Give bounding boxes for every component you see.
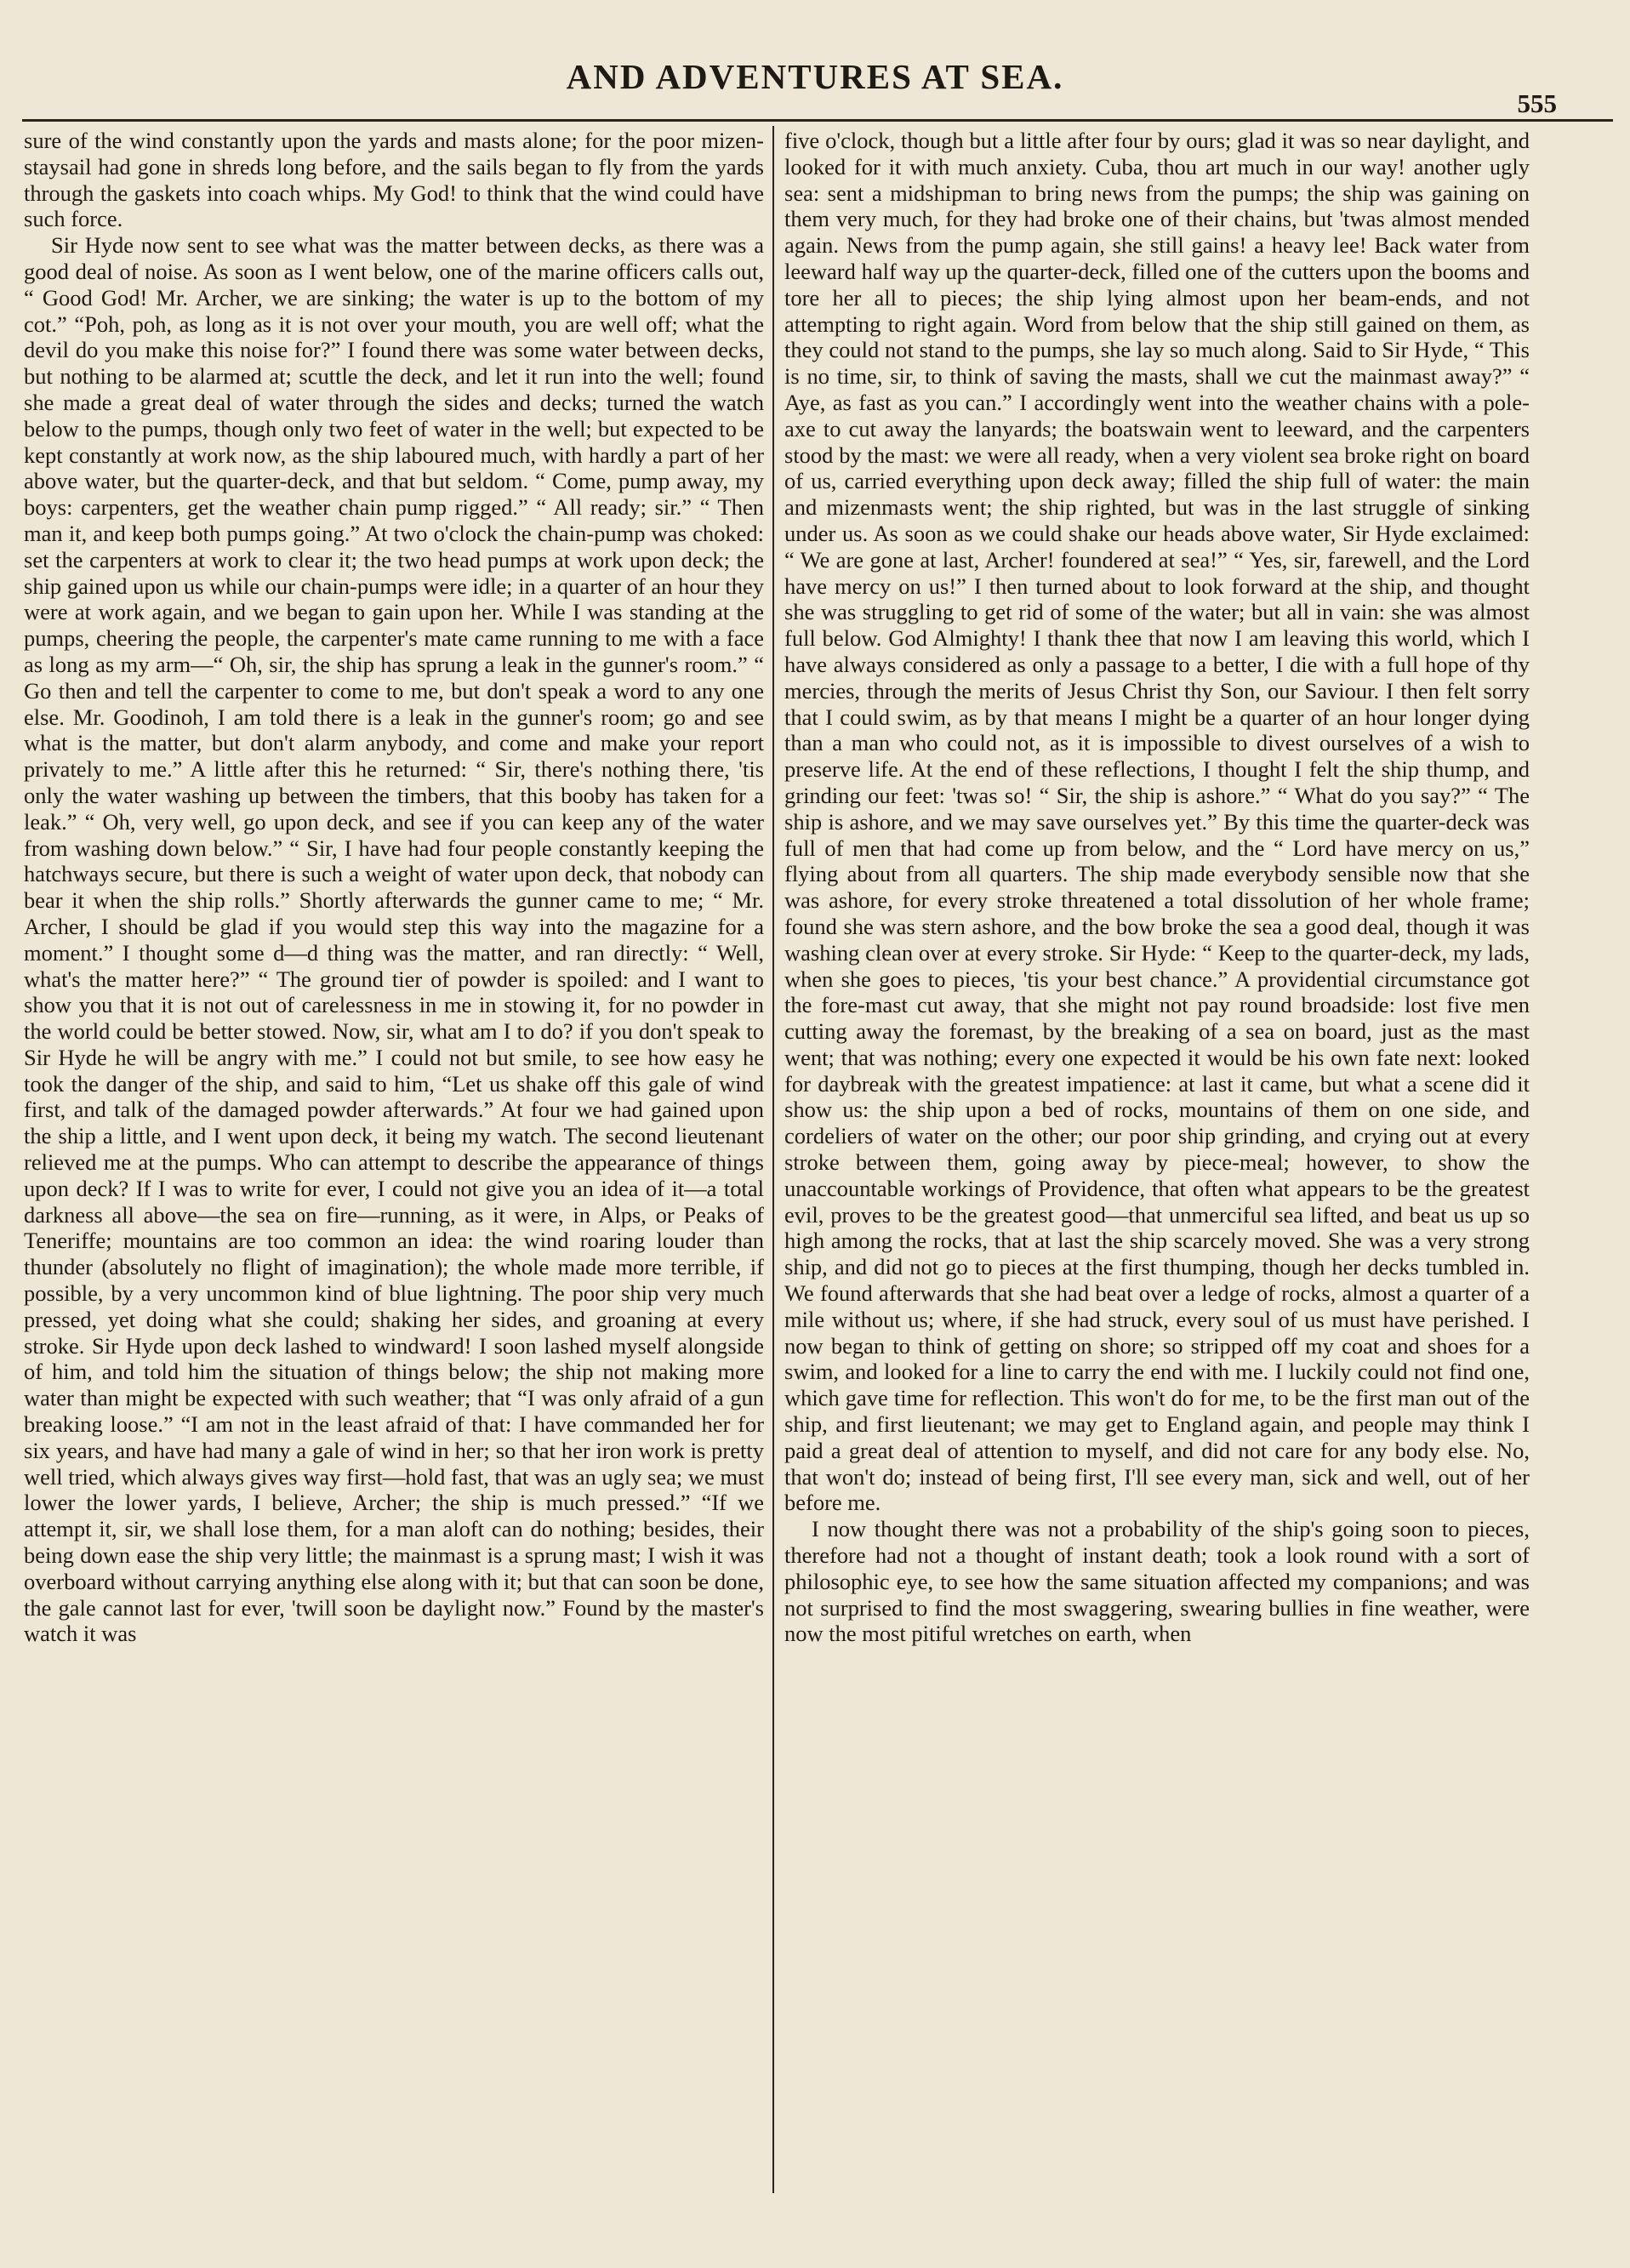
right-paragraph-continued: five o'clock, though but a little after four by ours; glad it was so near daylight, and looked for it with much anxiety. Cuba, thou art much in our way! another ugly sea: sent a midshipman to bring news from the pumps; the ship was gaining on them very much, for they had broke one of their chains, but 'twas almost mended again. News from the pump again, she still gains! a heavy lee! Back water from leeward half way up the quarter-deck, filled one of the cutters upon the booms and tore her all to pieces; the ship lying almost upon her beam-ends, and not attempting to right again. Word from below that the ship still gained on them, as they could not stand to the pumps, she lay so much along. Said to Sir Hyde, “ This is no time, sir, to think of saving the masts, shall we cut the mainmast away?” “ Aye, as fast as you can.” I accordingly went into the weather chains with a pole-axe to cut away the lanyards; the boatswain went to leeward, and the carpenters stood by the mast: we were all ready, when a very violent sea broke right on board of us, carried everything upon deck away; filled the ship full of water: the main and mizenmasts went; the ship righted, but was in the last struggle of sinking under us. As soon as we could shake our heads above water, Sir Hyde exclaimed: “ We are gone at last, Archer! foundered at sea!” “ Yes, sir, farewell, and the Lord have mercy on us!” I then turned about to look forward at the ship, and thought she was struggling to get rid of some of the water; but all in vain: she was almost full below. God Almighty! I thank thee that now I am leaving this world, which I have always considered as only a passage to a better, I die with a full hope of thy mercies, through the merits of Jesus Christ thy Son, our Saviour. I then felt sorry that I could swim, as by that means I might be a quarter of an hour longer dying than a man who could not, as it is impossible to divest ourselves of a wish to preserve life. At the end of these reflections, I thought I felt the ship thump, and grinding our feet: 'twas so! “ Sir, the ship is ashore.” “ What do you say?” “ The ship is ashore, and we may save ourselves yet.” By this time the quarter-deck was full of men that had come up from below, and the “ Lord have mercy on us,” flying about from all quarters. The ship made everybody sensible now that she was ashore, for every stroke threatened a total dissolution of her whole frame; found she was stern ashore, and the bow broke the sea a good deal, though it was washing clean over at every stroke. Sir Hyde: “ Keep to the quarter-deck, my lads, when she goes to pieces, 'tis your best chance.” A providential circumstance got the fore-mast cut away, that she might not pay round broadside: lost five men cutting away the foremast, by the breaking of a sea on board, just as the mast went; that was nothing; every one expected it would be his own fate next: looked for daybreak with the greatest impatience: at last it came, but what a scene did it show us: the ship upon a bed of rocks, mountains of them on one side, and cordeliers of water on the other; our poor ship grinding, and crying out at every stroke between them, going away by piece-meal; however, to show the unaccountable workings of Providence, that often what appears to be the greatest evil, proves to be the greatest good—that unmerciful sea lifted, and beat us up so high among the rocks, that at last the ship scarcely moved. She was a very strong ship, and did not go to pieces at the first thumping, though her decks tumbled in. We found afterwards that she had beat over a ledge of rocks, almost a quarter of a mile without us; where, if she had struck, every soul of us must have perished. I now began to think of getting on shore; so stripped off my coat and shoes for a swim, and looked for a line to carry the end with me. I luckily could not find one, which gave time for reflection. This won't do for me, to be the first man out of the ship, and first lieutenant; we may get to England again, and people may think I paid a great deal of attention to myself, and did not care for any body else. No, that won't do; instead of being first, I'll see every man, sick and well, out of her before me. [784,128,1530,1516]
left-paragraph-continued: sure of the wind constantly upon the yards and masts alone; for the poor mizen-staysail had gone in shreds long before, and the sails began to fly from the yards through the gaskets into coach whips. My God! to think that the wind could have such force. [24,128,764,232]
left-paragraph-sir-hyde: Sir Hyde now sent to see what was the matter between decks, as there was a good deal of noise. As soon as I went below, one of the marine officers calls out, “ Good God! Mr. Archer, we are sinking; the water is up to the bottom of my cot.” “Poh, poh, as long as it is not over your mouth, you are well off; what the devil do you make this noise for?” I found there was some water between decks, but nothing to be alarmed at; scuttle the deck, and let it run into the well; found she made a great deal of water through the sides and decks; turned the watch below to the pumps, though only two feet of water in the well; but expected to be kept constantly at work now, as the ship laboured much, with hardly a part of her above water, but the quarter-deck, and that but seldom. “ Come, pump away, my boys: carpenters, get the weather chain pump rigged.” “ All ready; sir.” “ Then man it, and keep both pumps going.” At two o'clock the chain-pump was choked: set the carpenters at work to clear it; the two head pumps at work upon deck; the ship gained upon us while our chain-pumps were idle; in a quarter of an hour they were at work again, and we began to gain upon her. While I was standing at the pumps, cheering the people, the carpenter's mate came running to me with a face as long as my arm—“ Oh, sir, the ship has sprung a leak in the gunner's room.” “ Go then and tell the carpenter to come to me, but don't speak a word to any one else. Mr. Goodinoh, I am told there is a leak in the gunner's room; go and see what is the matter, but don't alarm anybody, and come and make your report privately to me.” A little after this he returned: “ Sir, there's nothing there, 'tis only the water washing up between the timbers, that this booby has taken for a leak.” “ Oh, very well, go upon deck, and see if you can keep any of the water from washing down below.” “ Sir, I have had four people constantly keeping the hatchways secure, but there is such a weight of water upon deck, that nobody can bear it when the ship rolls.” Shortly afterwards the gunner came to me; “ Mr. Archer, I should be glad if you would step this way into the magazine for a moment.” I thought some d—d thing was the matter, and ran directly: “ Well, what's the matter here?” “ The ground tier of powder is spoiled: and I want to show you that it is not out of carelessness in me in stowing it, for no powder in the world could be better stowed. Now, sir, what am I to do? if you don't speak to Sir Hyde he will be angry with me.” I could not but smile, to see how easy he took the danger of the ship, and said to him, “Let us shake off this gale of wind first, and talk of the damaged powder afterwards.” At four we had gained upon the ship a little, and I went upon deck, it being my watch. The second lieutenant relieved me at the pumps. Who can attempt to describe the appearance of things upon deck? If I was to write for ever, I could not give you an idea of it—a total darkness all above—the sea on fire—running, as it were, in Alps, or Peaks of Teneriffe; mountains are too common an idea: the wind roaring louder than thunder (absolutely no flight of imagination); the whole made more terrible, if possible, by a very uncommon kind of blue lightning. The poor ship very much pressed, yet doing what she could; shaking her sides, and groaning at every stroke. Sir Hyde upon deck lashed to windward! I soon lashed myself alongside of him, and told him the situation of things below; the ship not making more water than might be expected with such weather; that “I was only afraid of a gun breaking loose.” “I am not in the least afraid of that: I have commanded her for six years, and have had many a gale of wind in her; so that her iron work is pretty well tried, which always gives way first—hold fast, that was an ugly sea; we must lower the lower yards, I believe, Archer; the ship is much pressed.” “If we attempt it, sir, we shall lose them, for a man aloft can do nothing; besides, their being down ease the ship very little; the mainmast is a sprung mast; I wish it was overboard without carrying anything else along with it; but that can soon be done, the gale cannot last for ever, 'twill soon be daylight now.” Found by the master's watch it was [24,232,764,1647]
running-title: AND ADVENTURES AT SEA. [566,57,1064,96]
right-paragraph-probability: I now thought there was not a probability of the ship's going soon to pieces, therefore had not a thought of instant death; took a look round with a sort of philosophic eye, to see how the same situation affected my companions; and was not surprised to find the most swaggering, swearing bullies in fine weather, were now the most pitiful wretches on earth, when [784,1516,1530,1647]
right-column [784,128,1530,2186]
left-column [24,128,764,2186]
column-divider [772,126,774,2193]
header-rule [22,119,1613,122]
page-number: 555 [1517,88,1557,118]
